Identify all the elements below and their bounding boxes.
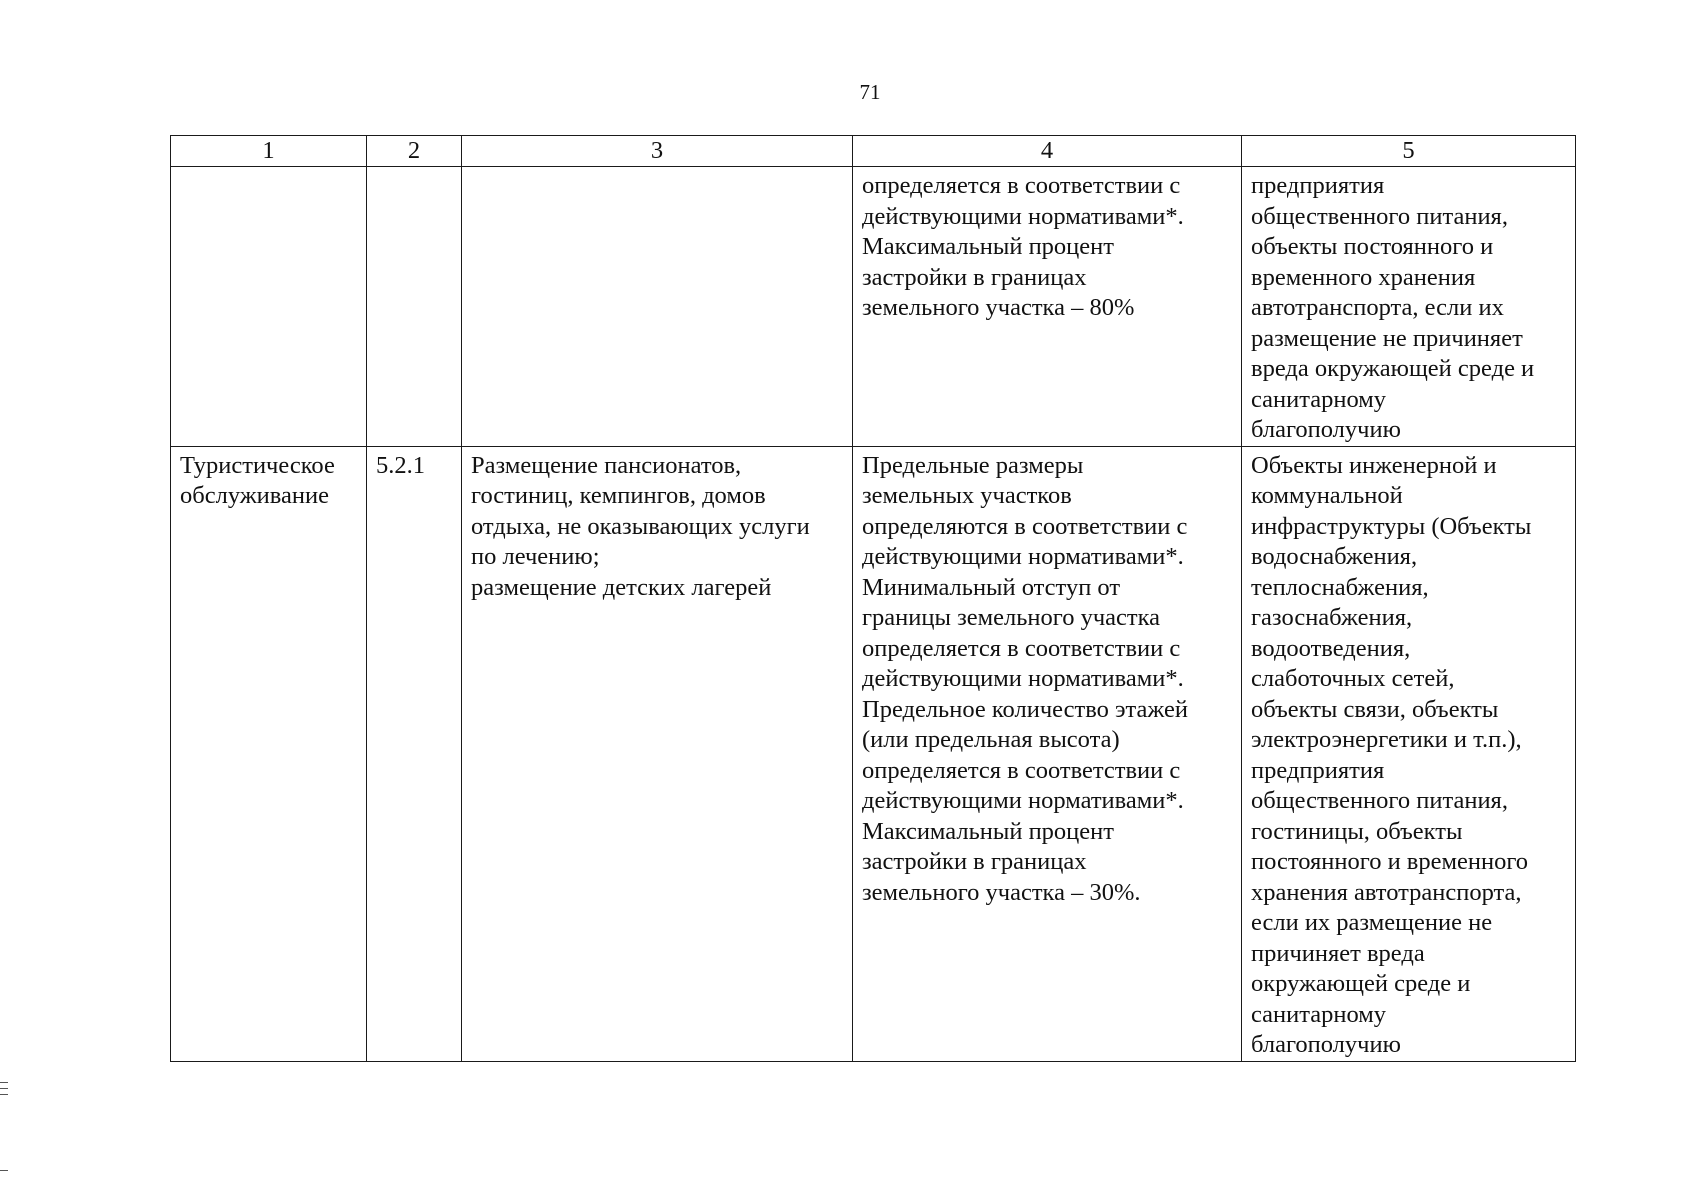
- cell-use-code: [367, 446, 462, 1061]
- cell-text: [180, 167, 358, 171]
- cell-text: Туристическое обслуживание: [180, 451, 335, 509]
- land-use-table: [170, 135, 1576, 1062]
- cell-auxiliary-uses: [1242, 167, 1576, 447]
- cell-use-description: [462, 446, 853, 1061]
- header-col-5: 5: [1242, 136, 1576, 167]
- cell-text: 5.2.1: [376, 451, 425, 479]
- header-col-2: 2: [367, 136, 462, 167]
- scan-margin-mark: [0, 1170, 8, 1171]
- cell-text: Предельные размеры земельных участков определяются в соответствии с действующими нормативами*. Минимальный отступ от границы земельного участка определяется в соответствии с действующими нормативами*. Предельное количество этажей (или предельная высота) определяется в соответствии с действующими нормативами*. Максимальный процент застройки в границах земельного участка – 30%.: [862, 451, 1188, 906]
- scan-margin-mark: [0, 1088, 8, 1089]
- table-header-row: [171, 136, 1576, 167]
- header-col-4: 4: [853, 136, 1242, 167]
- cell-auxiliary-uses: [1242, 446, 1576, 1061]
- cell-use-description: [462, 167, 853, 447]
- cell-text: предприятия общественного питания, объекты постоянного и временного хранения автотранспорта, если их размещение не причиняет вреда окружающей среде и санитарному благополучию: [1251, 172, 1535, 443]
- cell-use-name: [171, 446, 367, 1061]
- cell-use-code: [367, 167, 462, 447]
- table-row: [171, 167, 1576, 447]
- cell-text: Размещение пансионатов, гостиниц, кемпингов, домов отдыха, не оказывающих услуги по лечению; размещение детских лагерей: [471, 451, 810, 601]
- scan-margin-mark: [0, 1082, 8, 1083]
- page-number: 71: [859, 80, 881, 104]
- cell-text: определяется в соответствии с действующими нормативами*. Максимальный процент застройки в границах земельного участка – 80%: [862, 172, 1184, 321]
- cell-text: [376, 167, 453, 171]
- header-col-1: 1: [171, 136, 367, 167]
- cell-text: [471, 167, 844, 171]
- cell-text: Объекты инженерной и коммунальной инфраструктуры (Объекты водоснабжения, теплоснабжения, газоснабжения, водоотведения, слаботочных сетей, объекты связи, объекты электроэнергетики и т.п.), предприятия общественного питания, гостиницы, объекты постоянного и временного хранения автотранспорта, если их размещение не причиняет вреда окружающей среде и санитарному благополучию: [1251, 451, 1532, 1058]
- cell-use-name: [171, 167, 367, 447]
- cell-parameters: [853, 446, 1242, 1061]
- cell-parameters: [853, 167, 1242, 447]
- header-col-3: 3: [462, 136, 853, 167]
- scan-margin-mark: [0, 1094, 8, 1095]
- table-row: [171, 446, 1576, 1061]
